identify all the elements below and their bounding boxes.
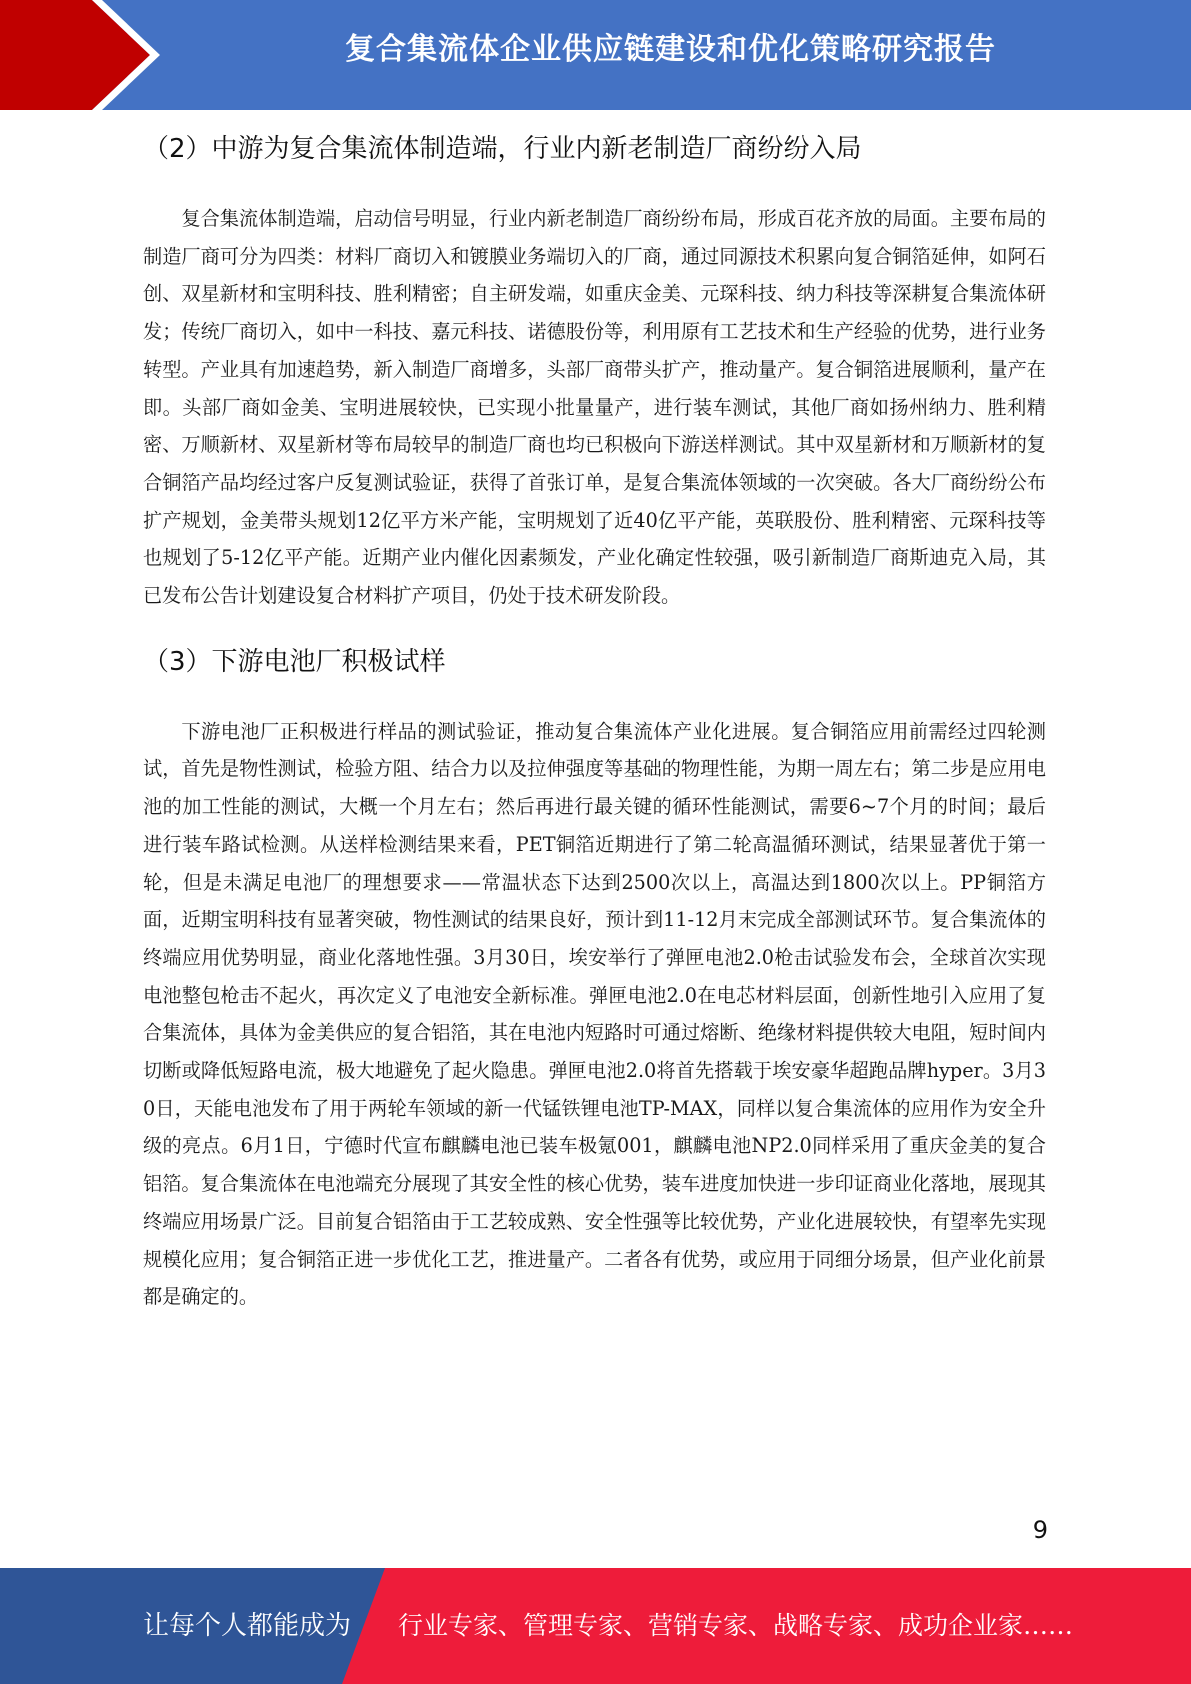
- footer-slogan-left: 让每个人都能成为: [143, 1611, 352, 1641]
- section-heading-2: （2）中游为复合集流体制造端，行业内新老制造厂商纷纷入局: [143, 134, 862, 164]
- document-body: [143, 128, 1046, 1316]
- header-chevron-shape: [0, 0, 160, 110]
- page-footer: [0, 1568, 1191, 1684]
- page-header: [0, 0, 1191, 110]
- section-paragraph-2: 复合集流体制造端，启动信号明显，行业内新老制造厂商纷纷布局，形成百花齐放的局面。主要布局的制造厂商可分为四类：材料厂商切入和镀膜业务端切入的厂商，通过同源技术积累向复合铜箔延伸，如阿石创、双星新材和宝明科技、胜利精密；自主研发端，如重庆金美、元琛科技、纳力科技等深耕复合集流体研发；传统厂商切入，如中一科技、嘉元科技、诺德股份等，利用原有工艺技术和生产经验的优势，进行业务转型。产业具有加速趋势，新入制造厂商增多，头部厂商带头扩产，推动量产。复合铜箔进展顺利，量产在即。头部厂商如金美、宝明进展较快，已实现小批量量产，进行装车测试，其他厂商如扬州纳力、胜利精密、万顺新材、双星新材等布局较早的制造厂商也均已积极向下游送样测试。其中双星新材和万顺新材的复合铜箔产品均经过客户反复测试验证，获得了首张订单，是复合集流体领域的一次突破。各大厂商纷纷公布扩产规划，金美带头规划12亿平方米产能，宝明规划了近40亿平产能，英联股份、胜利精密、元琛科技等也规划了5-12亿平产能。近期产业内催化因素频发，产业化确定性较强，吸引新制造厂商斯迪克入局，其已发布公告计划建设复合材料扩产项目，仍处于技术研发阶段。: [143, 207, 1046, 608]
- footer-slogan-right: 行业专家、管理专家、营销专家、战略专家、成功企业家……: [398, 1611, 1074, 1640]
- header-title: 复合集流体企业供应链建设和优化策略研究报告: [345, 32, 996, 67]
- page-number: 9: [1032, 1516, 1048, 1544]
- section-paragraph-3: 下游电池厂正积极进行样品的测试验证，推动复合集流体产业化进展。复合铜箔应用前需经过四轮测试，首先是物性测试，检验方阻、结合力以及拉伸强度等基础的物理性能，为期一周左右；第二步是应用电池的加工性能的测试，大概一个月左右；然后再进行最关键的循环性能测试，需要6~7个月的时间；最后进行装车路试检测。从送样检测结果来看，PET铜箔近期进行了第二轮高温循环测试，结果显著优于第一轮，但是未满足电池厂的理想要求——常温状态下达到2500次以上，高温达到1800次以上。PP铜箔方面，近期宝明科技有显著突破，物性测试的结果良好，预计到11-12月末完成全部测试环节。复合集流体的终端应用优势明显，商业化落地性强。3月30日，埃安举行了弹匣电池2.0枪击试验发布会，全球首次实现电池整包枪击不起火，再次定义了电池安全新标准。弹匣电池2.0在电芯材料层面，创新性地引入应用了复合集流体，具体为金美供应的复合铝箔，其在电池内短路时可通过熔断、绝缘材料提供较大电阻，短时间内切断或降低短路电流，极大地避免了起火隐患。弹匣电池2.0将首先搭载于埃安豪华超跑品牌hyper。3月30日，天能电池发布了用于两轮车领域的新一代锰铁锂电池TP-MAX，同样以复合集流体的应用作为安全升级的亮点。6月1日，宁德时代宣布麒麟电池已装车极氪001，麒麟电池NP2.0同样采用了重庆金美的复合铝箔。复合集流体在电池端充分展现了其安全性的核心优势，装车进度加快进一步印证商业化落地，展现其终端应用场景广泛。目前复合铝箔由于工艺较成熟、安全性强等比较优势，产业化进展较快，有望率先实现规模化应用；复合铜箔正进一步优化工艺，推进量产。二者各有优势，或应用于同细分场景，但产业化前景都是确定的。: [143, 719, 1046, 1309]
- section-heading-3: （3）下游电池厂积极试样: [143, 646, 446, 677]
